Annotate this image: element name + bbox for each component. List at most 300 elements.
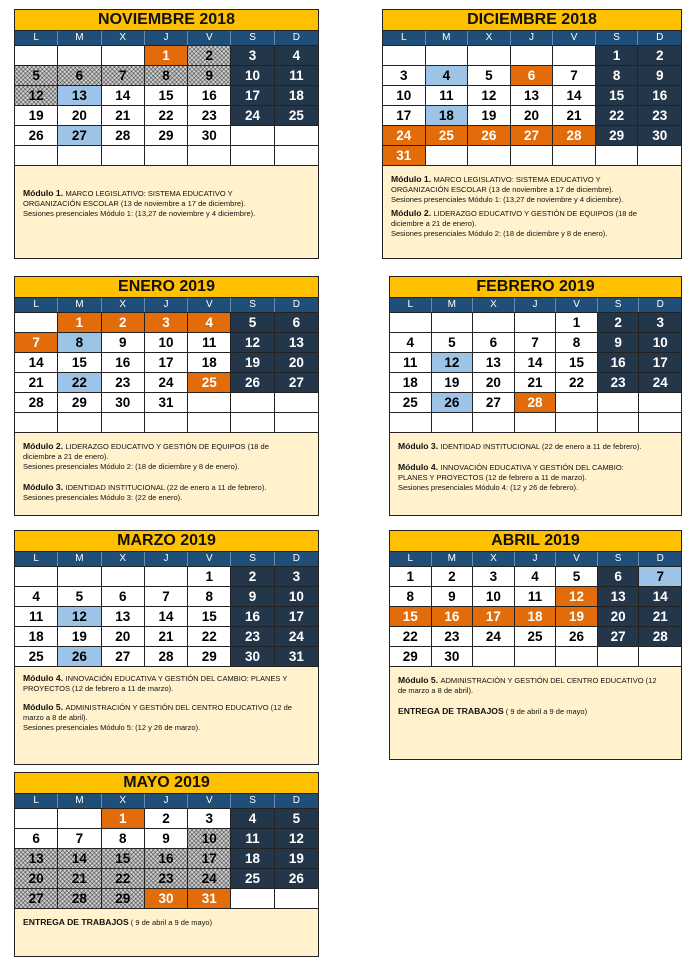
highlight-orange-day-cell: 12 — [556, 587, 598, 607]
weekend-day-cell: 17 — [639, 353, 681, 373]
day-cell: 5 — [432, 333, 474, 353]
holiday-hatched-day-cell: 29 — [102, 889, 145, 909]
weekend-day-cell: 10 — [231, 66, 274, 86]
day-cell — [553, 146, 596, 166]
calendar-enero-2019 — [14, 276, 319, 516]
highlight-orange-day-cell: 31 — [188, 889, 231, 909]
day-cell — [515, 647, 557, 667]
note-line — [23, 188, 310, 199]
day-cell: 20 — [473, 373, 515, 393]
weekend-day-cell: 14 — [639, 587, 681, 607]
day-grid — [15, 567, 318, 667]
note-heading: Módulo 5. — [23, 702, 66, 712]
holiday-hatched-day-cell: 21 — [58, 869, 101, 889]
day-cell: 9 — [102, 333, 145, 353]
day-cell — [598, 647, 640, 667]
weekend-day-cell: 6 — [598, 567, 640, 587]
day-cell — [188, 393, 231, 413]
note-heading: Módulo 4. — [23, 673, 66, 683]
day-cell — [231, 126, 274, 146]
holiday-hatched-day-cell: 16 — [145, 849, 188, 869]
weekday-label: V — [188, 552, 231, 566]
day-cell — [596, 146, 639, 166]
day-cell — [58, 413, 101, 433]
note-line — [391, 185, 673, 195]
day-cell: 1 — [390, 567, 432, 587]
day-cell: 7 — [145, 587, 188, 607]
weekend-day-cell: 2 — [638, 46, 681, 66]
weekend-day-cell: 11 — [231, 829, 274, 849]
day-cell — [468, 146, 511, 166]
weekday-label: D — [656, 32, 664, 43]
day-cell: 22 — [145, 106, 188, 126]
note-line — [391, 195, 673, 205]
weekday-header — [15, 552, 318, 567]
weekday-label: J — [145, 552, 188, 566]
note-line — [398, 706, 673, 717]
day-cell — [102, 46, 145, 66]
day-cell: 7 — [553, 66, 596, 86]
weekday-header — [15, 31, 318, 46]
calendar-marzo-2019 — [14, 530, 319, 765]
day-cell: 25 — [390, 393, 432, 413]
day-cell — [468, 46, 511, 66]
note-line — [23, 917, 310, 928]
note-line — [391, 219, 673, 229]
weekday-label: L — [15, 31, 58, 45]
weekday-label: D — [292, 32, 300, 43]
day-cell — [188, 146, 231, 166]
weekday-label: M — [58, 552, 101, 566]
note-text: Sesiones presenciales Módulo 1: (13,27 de noviembre y 4 diciembre). — [391, 195, 624, 204]
day-cell: 15 — [58, 353, 101, 373]
day-cell: 29 — [188, 647, 231, 667]
calendar-title: ENERO 2019 — [15, 277, 318, 298]
day-cell: 31 — [145, 393, 188, 413]
highlight-orange-day-cell: 1 — [102, 809, 145, 829]
session-day-cell: 22 — [58, 373, 101, 393]
day-cell: 15 — [145, 86, 188, 106]
weekday-label: J — [515, 298, 557, 312]
day-cell — [275, 126, 318, 146]
day-cell: 1 — [556, 313, 598, 333]
note-text: diciembre a 21 de enero). — [391, 219, 477, 228]
highlight-orange-day-cell: 25 — [188, 373, 231, 393]
calendar-diciembre-2018 — [382, 9, 682, 259]
day-cell: 3 — [473, 567, 515, 587]
calendar-title: ABRIL 2019 — [390, 531, 681, 552]
weekend-day-cell: 2 — [231, 567, 274, 587]
holiday-hatched-day-cell: 24 — [188, 869, 231, 889]
holiday-hatched-day-cell: 12 — [15, 86, 58, 106]
day-cell: 19 — [432, 373, 474, 393]
day-cell: 25 — [515, 627, 557, 647]
highlight-orange-day-cell: 3 — [145, 313, 188, 333]
weekday-label: J — [145, 31, 188, 45]
module-note — [23, 188, 310, 219]
weekend-day-cell: 16 — [231, 607, 274, 627]
weekday-label: V — [556, 552, 598, 566]
day-cell: 14 — [145, 607, 188, 627]
weekend-day-cell: 23 — [638, 106, 681, 126]
day-cell: 13 — [473, 353, 515, 373]
holiday-hatched-day-cell: 10 — [188, 829, 231, 849]
session-day-cell: 7 — [639, 567, 681, 587]
weekday-header — [15, 794, 318, 809]
day-cell — [383, 46, 426, 66]
day-cell: 19 — [468, 106, 511, 126]
holiday-hatched-day-cell: 13 — [15, 849, 58, 869]
note-line — [23, 209, 310, 219]
weekday-label: L — [390, 552, 432, 566]
calendar-title: FEBRERO 2019 — [390, 277, 681, 298]
day-cell: 18 — [188, 353, 231, 373]
day-cell — [15, 313, 58, 333]
weekday-label: V — [188, 298, 231, 312]
session-day-cell: 4 — [426, 66, 469, 86]
note-heading: Módulo 5. — [398, 675, 441, 685]
highlight-orange-day-cell: 4 — [188, 313, 231, 333]
weekday-label: J — [511, 31, 554, 45]
weekend-day-cell: 19 — [231, 353, 274, 373]
day-cell — [188, 413, 231, 433]
weekend-day-cell: 24 — [231, 106, 274, 126]
day-cell: 29 — [58, 393, 101, 413]
note-line — [398, 462, 673, 473]
day-grid — [15, 313, 318, 433]
note-heading: Módulo 3. — [23, 482, 66, 492]
weekday-label: V — [556, 298, 598, 312]
weekend-day-cell: 4 — [231, 809, 274, 829]
day-cell — [473, 413, 515, 433]
note-heading: Módulo 1. — [391, 174, 434, 184]
weekend-day-cell: 27 — [598, 627, 640, 647]
note-line — [23, 673, 310, 684]
holiday-hatched-day-cell: 5 — [15, 66, 58, 86]
weekend-day-cell: 11 — [275, 66, 318, 86]
weekday-label: X — [468, 31, 511, 45]
day-cell: 20 — [102, 627, 145, 647]
day-cell — [556, 647, 598, 667]
day-cell: 24 — [145, 373, 188, 393]
day-cell: 1 — [188, 567, 231, 587]
day-cell — [598, 413, 640, 433]
note-line — [23, 441, 310, 452]
weekday-label: D — [292, 299, 300, 310]
note-text: ORGANIZACIÓN ESCOLAR (13 de noviembre a 17 de diciembre). — [391, 185, 614, 194]
note-heading: Módulo 3. — [398, 441, 441, 451]
day-cell: 19 — [58, 627, 101, 647]
weekday-label: M — [432, 552, 474, 566]
holiday-hatched-day-cell: 9 — [188, 66, 231, 86]
day-cell: 9 — [145, 829, 188, 849]
day-cell: 2 — [432, 567, 474, 587]
note-text: de marzo a 8 de abril). — [398, 686, 474, 695]
day-cell — [102, 413, 145, 433]
day-cell: 3 — [383, 66, 426, 86]
day-cell: 6 — [102, 587, 145, 607]
weekend-day-cell: 16 — [598, 353, 640, 373]
note-line — [23, 199, 310, 209]
note-text: marzo a 8 de abril). — [23, 713, 88, 722]
weekend-day-cell: 27 — [275, 373, 318, 393]
weekday-label: D — [656, 299, 664, 310]
day-cell: 28 — [102, 126, 145, 146]
weekday-header — [390, 298, 681, 313]
day-cell: 2 — [145, 809, 188, 829]
day-cell — [390, 413, 432, 433]
module-note — [391, 174, 673, 205]
day-cell: 28 — [145, 647, 188, 667]
note-heading: Módulo 2. — [391, 208, 434, 218]
day-cell: 23 — [432, 627, 474, 647]
day-cell: 4 — [515, 567, 557, 587]
highlight-orange-day-cell: 18 — [515, 607, 557, 627]
highlight-orange-day-cell: 7 — [15, 333, 58, 353]
day-cell: 8 — [188, 587, 231, 607]
day-cell: 22 — [188, 627, 231, 647]
holiday-hatched-day-cell: 15 — [102, 849, 145, 869]
weekday-label: D — [292, 553, 300, 564]
note-line — [23, 684, 310, 694]
day-cell: 13 — [511, 86, 554, 106]
weekend-day-cell: 10 — [275, 587, 318, 607]
highlight-orange-day-cell: 1 — [145, 46, 188, 66]
weekend-day-cell: 24 — [639, 373, 681, 393]
session-day-cell: 26 — [432, 393, 474, 413]
note-text: INNOVACIÓN EDUCATIVA Y GESTIÓN DEL CAMBIO: PLANES Y — [65, 674, 288, 683]
highlight-orange-day-cell: 17 — [473, 607, 515, 627]
note-heading: Módulo 2. — [23, 441, 66, 451]
weekend-day-cell: 12 — [275, 829, 318, 849]
day-cell — [58, 146, 101, 166]
module-note — [23, 482, 310, 503]
day-cell: 23 — [188, 106, 231, 126]
weekday-header — [15, 298, 318, 313]
day-grid — [15, 46, 318, 166]
weekend-day-cell: 28 — [639, 627, 681, 647]
weekday-label: X — [473, 298, 515, 312]
weekday-label: S — [231, 552, 274, 566]
day-cell — [275, 413, 318, 433]
day-cell — [15, 46, 58, 66]
day-cell — [515, 413, 557, 433]
weekday-header — [383, 31, 681, 46]
weekday-label: D — [292, 795, 300, 806]
module-note — [23, 702, 310, 733]
weekday-label: X — [102, 298, 145, 312]
highlight-orange-day-cell: 26 — [468, 126, 511, 146]
day-cell — [231, 889, 274, 909]
day-cell: 6 — [15, 829, 58, 849]
day-cell: 16 — [188, 86, 231, 106]
day-cell — [639, 413, 681, 433]
day-cell — [426, 46, 469, 66]
calendar-noviembre-2018 — [14, 9, 319, 259]
module-notes — [15, 908, 318, 956]
day-cell — [15, 809, 58, 829]
module-note — [398, 462, 673, 493]
module-note — [398, 675, 673, 696]
weekday-label: V — [553, 31, 596, 45]
day-cell — [145, 413, 188, 433]
weekend-day-cell: 10 — [639, 333, 681, 353]
day-cell: 5 — [556, 567, 598, 587]
day-cell: 14 — [102, 86, 145, 106]
day-cell: 28 — [15, 393, 58, 413]
module-notes — [15, 666, 318, 764]
weekend-day-cell: 30 — [231, 647, 274, 667]
weekend-day-cell: 5 — [231, 313, 274, 333]
weekday-label: V — [188, 31, 231, 45]
weekday-label: X — [473, 552, 515, 566]
weekend-day-cell: 23 — [598, 373, 640, 393]
day-cell: 27 — [473, 393, 515, 413]
day-cell: 22 — [556, 373, 598, 393]
day-cell — [145, 567, 188, 587]
day-cell: 10 — [145, 333, 188, 353]
module-notes — [390, 432, 681, 515]
note-text: Sesiones presenciales Módulo 2: (18 de diciembre y 8 de enero). — [23, 462, 240, 471]
day-cell: 25 — [15, 647, 58, 667]
day-cell: 9 — [432, 587, 474, 607]
day-cell — [515, 313, 557, 333]
weekday-label: J — [515, 552, 557, 566]
weekday-label: X — [102, 552, 145, 566]
calendar-title: MAYO 2019 — [15, 773, 318, 794]
day-grid — [390, 567, 681, 667]
day-cell: 30 — [188, 126, 231, 146]
weekday-label: D — [656, 553, 664, 564]
note-line — [23, 452, 310, 462]
day-grid — [390, 313, 681, 433]
highlight-orange-day-cell: 15 — [390, 607, 432, 627]
weekend-day-cell: 21 — [639, 607, 681, 627]
note-text: ( 9 de abril a 9 de mayo) — [128, 918, 213, 927]
note-line — [391, 208, 673, 219]
calendar-mayo-2019 — [14, 772, 319, 957]
note-text: Sesiones presenciales Módulo 5: (12 y 26 de marzo). — [23, 723, 201, 732]
day-cell — [556, 413, 598, 433]
session-day-cell: 26 — [58, 647, 101, 667]
day-cell: 6 — [473, 333, 515, 353]
day-grid — [383, 46, 681, 166]
day-cell: 15 — [556, 353, 598, 373]
day-cell — [15, 413, 58, 433]
day-cell: 18 — [390, 373, 432, 393]
day-cell — [511, 46, 554, 66]
weekday-label: J — [145, 794, 188, 808]
note-text: MARCO LEGISLATIVO: SISTEMA EDUCATIVO Y — [65, 189, 233, 198]
note-text: ( 9 de abril a 9 de mayo) — [503, 707, 588, 716]
day-cell: 11 — [390, 353, 432, 373]
holiday-hatched-day-cell: 27 — [15, 889, 58, 909]
note-heading: ENTREGA DE TRABAJOS — [398, 706, 504, 716]
day-cell: 18 — [15, 627, 58, 647]
note-text: LIDERAZGO EDUCATIVO Y GESTIÓN DE EQUIPOS (18 de — [433, 209, 637, 218]
calendar-title: NOVIEMBRE 2018 — [15, 10, 318, 31]
day-cell: 21 — [102, 106, 145, 126]
weekday-label: M — [58, 31, 101, 45]
calendar-title: DICIEMBRE 2018 — [383, 10, 681, 31]
weekend-day-cell: 12 — [231, 333, 274, 353]
weekend-day-cell: 20 — [598, 607, 640, 627]
session-day-cell: 12 — [432, 353, 474, 373]
note-text: LIDERAZGO EDUCATIVO Y GESTIÓN DE EQUIPOS (18 de — [65, 442, 269, 451]
weekend-day-cell: 17 — [231, 86, 274, 106]
calendar-febrero-2019 — [389, 276, 682, 516]
day-cell — [275, 889, 318, 909]
day-cell — [638, 146, 681, 166]
day-cell: 7 — [515, 333, 557, 353]
note-line — [23, 713, 310, 723]
weekend-day-cell: 1 — [596, 46, 639, 66]
note-text: ADMINISTRACIÓN Y GESTIÓN DEL CENTRO EDUCATIVO (12 — [440, 676, 657, 685]
day-cell — [102, 567, 145, 587]
weekend-day-cell: 13 — [598, 587, 640, 607]
note-line — [23, 462, 310, 472]
calendar-abril-2019 — [389, 530, 682, 760]
note-line — [23, 493, 310, 503]
highlight-orange-day-cell: 28 — [553, 126, 596, 146]
weekday-label: S — [231, 298, 274, 312]
day-cell: 11 — [188, 333, 231, 353]
highlight-orange-day-cell: 30 — [145, 889, 188, 909]
day-cell — [553, 46, 596, 66]
holiday-hatched-day-cell: 20 — [15, 869, 58, 889]
note-line — [391, 229, 673, 239]
note-line — [391, 174, 673, 185]
day-cell: 5 — [58, 587, 101, 607]
module-note — [398, 441, 673, 452]
weekend-day-cell: 22 — [596, 106, 639, 126]
day-cell — [473, 313, 515, 333]
note-text: diciembre a 21 de enero). — [23, 452, 109, 461]
highlight-orange-day-cell: 19 — [556, 607, 598, 627]
day-cell — [473, 647, 515, 667]
day-cell — [511, 146, 554, 166]
day-cell: 29 — [145, 126, 188, 146]
day-cell: 19 — [15, 106, 58, 126]
weekday-label: M — [432, 298, 474, 312]
note-line — [23, 482, 310, 493]
day-cell: 15 — [188, 607, 231, 627]
note-text: ORGANIZACIÓN ESCOLAR (13 de noviembre a 17 de diciembre). — [23, 199, 246, 208]
note-heading: Módulo 1. — [23, 188, 66, 198]
day-cell: 27 — [102, 647, 145, 667]
weekend-day-cell: 29 — [596, 126, 639, 146]
day-cell: 12 — [468, 86, 511, 106]
day-cell — [432, 313, 474, 333]
highlight-orange-day-cell: 16 — [432, 607, 474, 627]
day-cell: 21 — [145, 627, 188, 647]
weekday-label: M — [58, 298, 101, 312]
weekday-label: X — [102, 31, 145, 45]
day-cell: 8 — [390, 587, 432, 607]
session-day-cell: 18 — [426, 106, 469, 126]
note-heading: Módulo 4. — [398, 462, 441, 472]
weekday-header — [390, 552, 681, 567]
day-cell: 24 — [473, 627, 515, 647]
highlight-orange-day-cell: 31 — [383, 146, 426, 166]
module-note — [391, 208, 673, 239]
weekday-label: M — [58, 794, 101, 808]
weekend-day-cell: 26 — [275, 869, 318, 889]
weekend-day-cell: 4 — [275, 46, 318, 66]
weekend-day-cell: 20 — [275, 353, 318, 373]
day-cell: 14 — [553, 86, 596, 106]
highlight-orange-day-cell: 24 — [383, 126, 426, 146]
